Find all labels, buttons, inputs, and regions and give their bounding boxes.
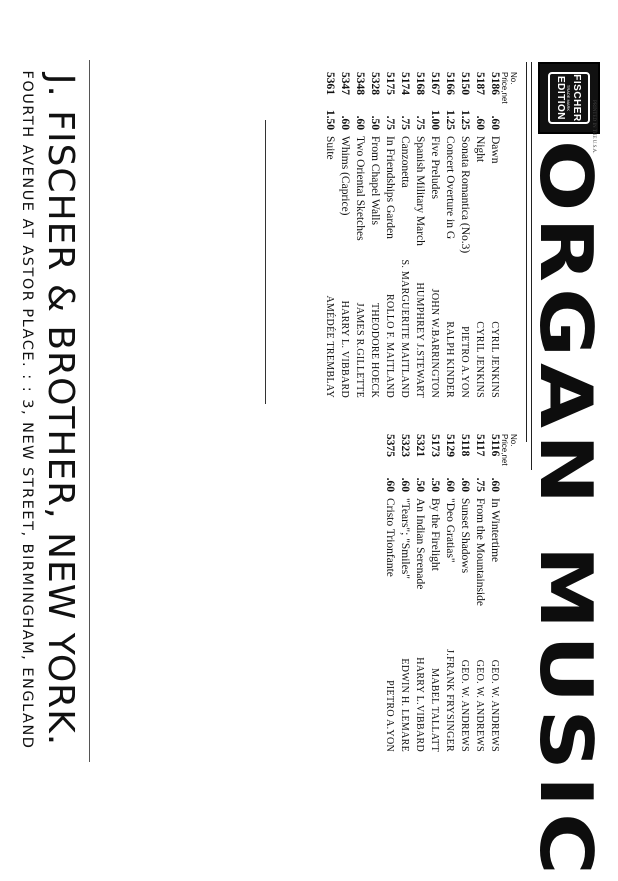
item-price: .60 (399, 477, 411, 492)
catalog-row (457, 434, 472, 752)
item-number: 5175 (384, 72, 396, 95)
item-number: 5150 (459, 72, 471, 95)
item-price: 1.25 (444, 109, 456, 130)
left-column-header (500, 72, 518, 104)
item-title: From the Mountainside (474, 498, 486, 606)
publisher-address: FOURTH AVENUE AT ASTOR PLACE. : : 3, NEW STREET, BIRMINGHAM, ENGLAND (19, 70, 35, 750)
item-title: Canzonetta (399, 136, 411, 188)
item-price: 1.50 (324, 109, 336, 130)
catalog-row (397, 434, 412, 752)
catalog-row (487, 434, 502, 752)
left-catalog-list (322, 72, 502, 398)
item-composer: GEO. W. ANDREWS (474, 659, 485, 752)
item-price: .60 (489, 115, 501, 130)
catalog-row (472, 434, 487, 752)
item-price: .60 (339, 115, 351, 130)
item-price: .50 (414, 477, 426, 492)
item-number: 5186 (489, 72, 501, 95)
catalog-row (337, 72, 352, 398)
item-price: .50 (369, 115, 381, 130)
item-composer: HARRY L. VIBBARD (339, 300, 350, 398)
item-number: 5173 (429, 434, 441, 457)
item-composer: GEO. W. ANDREWS (489, 659, 500, 752)
item-title: "Tears"; "Smiles" (399, 498, 411, 579)
right-column-header (500, 434, 518, 466)
catalog-row (472, 72, 487, 398)
item-number: 5321 (414, 434, 426, 457)
item-composer: THEODORE HOECK (369, 302, 380, 398)
item-composer: EDWIN H. LEMARE (399, 658, 410, 752)
item-price: .60 (459, 477, 471, 492)
item-composer: HARRY L.VIBBARD (414, 657, 425, 752)
catalog-row (442, 434, 457, 752)
page-title: ORGAN MUSIC (523, 140, 609, 881)
item-composer: PIETRO A.YON (459, 326, 470, 398)
item-title: Cristo Trionfante (384, 498, 396, 577)
catalog-row (427, 72, 442, 398)
item-title: Two Oriental Sketches (354, 136, 366, 241)
item-price: 1.25 (459, 109, 471, 130)
item-title: Whims (Caprice) (339, 136, 351, 216)
catalog-row (352, 72, 367, 398)
catalog-row (442, 72, 457, 398)
header-price: Price,net (500, 72, 509, 104)
publisher-name: J. FISCHER & BROTHER, NEW YORK. (40, 73, 81, 747)
item-title: Night (474, 136, 486, 163)
item-title: "Deo Gratias" (444, 498, 456, 563)
catalog-row (382, 72, 397, 398)
item-price: .75 (414, 115, 426, 130)
catalog-row (487, 72, 502, 398)
catalog-row (397, 72, 412, 398)
item-composer: CYRIL JENKINS (489, 321, 500, 398)
item-title: From Chapel Walls (369, 136, 381, 225)
item-title: In Wintertime (489, 498, 501, 563)
item-price: .75 (399, 115, 411, 130)
item-title: Concert Overture in G (444, 136, 456, 240)
logo-bottom-text: EDITION (555, 75, 567, 121)
item-price: .75 (384, 115, 396, 130)
catalog-row (367, 72, 382, 398)
item-number: 5375 (384, 434, 396, 457)
logo-top-text: FISCHER (571, 74, 583, 122)
title-rule-thin (526, 62, 527, 442)
footer-rule (89, 60, 90, 762)
item-number: 5361 (324, 72, 336, 95)
catalog-row (457, 72, 472, 398)
item-number: 5166 (444, 72, 456, 95)
item-title: An Indian Serenade (414, 498, 426, 590)
item-composer: S. MARGUERITE MAITLAND (399, 259, 410, 398)
item-composer: PIETRO A.YON (384, 680, 395, 752)
item-title: Suite (324, 136, 336, 160)
catalog-row (412, 434, 427, 752)
item-title: Five Preludes (429, 136, 441, 199)
item-title: By the Firelight (429, 498, 441, 571)
title-rule (531, 62, 532, 470)
item-composer: JOHN W.BARRINGTON (429, 288, 440, 398)
item-composer: AMÉDÉE TREMBLAY (324, 295, 335, 398)
item-number: 5348 (354, 72, 366, 95)
item-composer: ROLLO F. MAITLAND (384, 293, 395, 398)
item-composer: GEO. W. ANDREWS (459, 659, 470, 752)
item-title: Sonata Romantica (No.3) (459, 136, 471, 254)
item-price: .60 (489, 477, 501, 492)
item-number: 5187 (474, 72, 486, 95)
item-number: 5118 (459, 434, 471, 457)
item-number: 5116 (489, 434, 501, 457)
item-price: .60 (474, 115, 486, 130)
item-title: In Friendships Garden (384, 136, 396, 239)
item-price: .60 (444, 477, 456, 492)
item-number: 5323 (399, 434, 411, 457)
header-no: No. (509, 72, 518, 85)
item-price: .50 (429, 477, 441, 492)
printed-note: PRINTED IN THE U.S.A. (591, 100, 596, 154)
item-composer: CYRIL JENKINS (474, 321, 485, 398)
logo-frame (548, 72, 590, 124)
header-price: Price,net (500, 434, 509, 466)
item-number: 5174 (399, 72, 411, 95)
item-number: 5328 (369, 72, 381, 95)
item-price: 1.00 (429, 109, 441, 130)
catalog-row (382, 434, 397, 752)
item-number: 5129 (444, 434, 456, 457)
item-composer: HUMPHREY J.STEWART (414, 282, 425, 398)
item-title: Spanish Military March (414, 136, 426, 246)
item-price: .75 (474, 477, 486, 492)
logo-sub-text: TRADE MARK (566, 84, 572, 112)
item-composer: MABEL TALLATT (429, 668, 440, 752)
item-composer: J.FRANK FRYSINGER (444, 649, 455, 752)
item-price: .60 (384, 477, 396, 492)
item-composer: JAMES R.GILLETTE (354, 302, 365, 398)
catalog-row (412, 72, 427, 398)
item-title: Dawn (489, 136, 501, 164)
item-number: 5168 (414, 72, 426, 95)
catalog-row (427, 434, 442, 752)
item-price: .60 (354, 115, 366, 130)
item-number: 5347 (339, 72, 351, 95)
item-number: 5167 (429, 72, 441, 95)
item-composer: RALPH KINDER (444, 321, 455, 398)
list-divider-rule (265, 120, 266, 404)
item-number: 5117 (474, 434, 486, 457)
right-catalog-list (382, 434, 502, 752)
header-no: No. (509, 434, 518, 447)
catalog-row (322, 72, 337, 398)
item-title: Sunset Shadows (459, 498, 471, 574)
